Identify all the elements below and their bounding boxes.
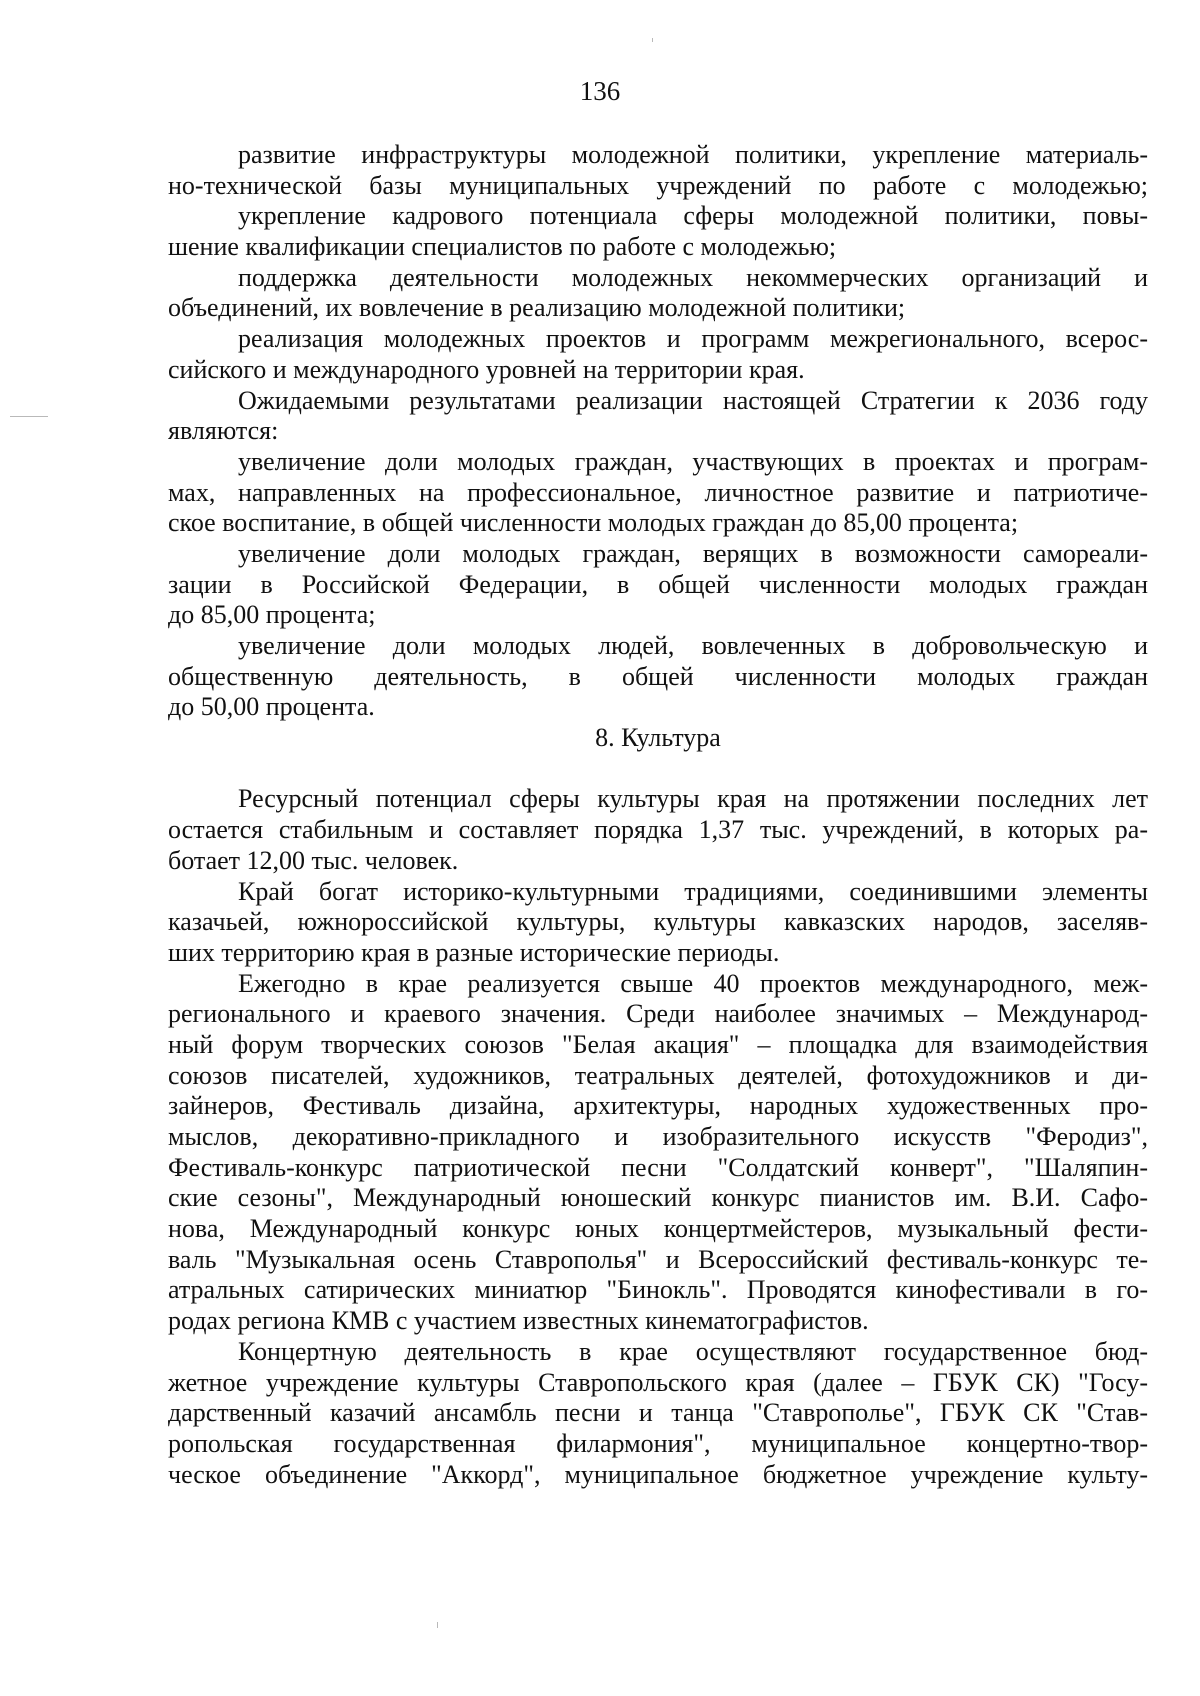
text-line: ропольская государственная филармония", муниципальное концертно-твор- [168, 1428, 1148, 1458]
text-line: союзов писателей, художников, театральных деятелей, фотохудожников и ди- [168, 1060, 1148, 1090]
section-heading: 8. Культура [595, 723, 721, 753]
text-line: родах региона КМВ с участием известных кинематографистов. [168, 1306, 869, 1336]
text-line: Край богат историко-культурными традициями, соединившими элементы [238, 876, 1148, 906]
text-line: атральных сатирических миниатюр "Бинокль". Проводятся кинофестивали в го- [168, 1275, 1148, 1305]
text-line: являются: [168, 416, 279, 446]
text-line: ный форум творческих союзов "Белая акация" – площадка для взаимодействия [168, 1029, 1148, 1059]
document-body [168, 140, 1148, 1490]
text-line: Ресурсный потенциал сферы культуры края на протяжении последних лет [238, 784, 1148, 814]
text-line: ские сезоны", Международный юношеский конкурс пианистов им. В.И. Сафо- [168, 1183, 1148, 1213]
text-line: ших территорию края в разные исторические периоды. [168, 937, 780, 967]
blank-line [168, 754, 1148, 785]
text-line: нова, Международный конкурс юных концертмейстеров, музыкальный фести- [168, 1214, 1148, 1244]
text-line: Ожидаемыми результатами реализации настоящей Стратегии к 2036 году [238, 385, 1148, 415]
text-line: увеличение доли молодых граждан, верящих в возможности самореали- [238, 538, 1148, 568]
text-line: жетное учреждение культуры Ставропольского края (далее – ГБУК СК) "Госу- [168, 1367, 1148, 1397]
scan-mark [652, 38, 653, 42]
text-line: поддержка деятельности молодежных некоммерческих организаций и [238, 262, 1148, 292]
text-line: зации в Российской Федерации, в общей численности молодых граждан [168, 569, 1148, 599]
text-line: регионального и краевого значения. Среди наиболее значимых – Международ- [168, 999, 1148, 1029]
text-line: ческое объединение "Аккорд", муниципальное бюджетное учреждение культу- [168, 1459, 1148, 1489]
text-line: до 85,00 процента; [168, 600, 376, 630]
text-line: мыслов, декоративно-прикладного и изобразительного искусств "Феродиз", [168, 1122, 1148, 1151]
text-line: мах, направленных на профессиональное, личностное развитие и патриотиче- [168, 477, 1148, 507]
scan-mark [437, 1622, 438, 1628]
text-line: но-технической базы муниципальных учреждений по работе с молодежью; [168, 170, 1148, 200]
text-line: Концертную деятельность в крае осуществляют государственное бюд- [238, 1336, 1148, 1366]
text-line: Фестиваль-конкурс патриотической песни "Солдатский конверт", "Шаляпин- [168, 1152, 1148, 1182]
text-line: валь "Музыкальная осень Ставрополья" и Всероссийский фестиваль-конкурс те- [168, 1244, 1148, 1274]
text-line: дарственный казачий ансамбль песни и танца "Ставрополье", ГБУК СК "Став- [168, 1398, 1148, 1428]
text-line: реализация молодежных проектов и программ межрегионального, всерос- [238, 324, 1148, 354]
text-line: ское воспитание, в общей численности молодых граждан до 85,00 процента; [168, 508, 1019, 538]
text-line: увеличение доли молодых граждан, участвующих в проектах и програм- [238, 446, 1148, 476]
text-line: увеличение доли молодых людей, вовлеченных в добровольческую и [238, 631, 1148, 660]
text-line: до 50,00 процента. [168, 692, 375, 722]
scan-mark [10, 416, 48, 417]
text-line: сийского и международного уровней на территории края. [168, 354, 805, 384]
text-line: общественную деятельность, в общей численности молодых граждан [168, 661, 1148, 691]
text-line: развитие инфраструктуры молодежной политики, укрепление материаль- [238, 140, 1148, 169]
text-line: шение квалификации специалистов по работе с молодежью; [168, 232, 837, 262]
text-line: Ежегодно в крае реализуется свыше 40 проектов международного, меж- [238, 968, 1148, 998]
text-line: объединений, их вовлечение в реализацию молодежной политики; [168, 293, 906, 323]
page-number: 136 [579, 76, 621, 106]
text-line: ботает 12,00 тыс. человек. [168, 845, 459, 875]
text-line: зайнеров, Фестиваль дизайна, архитектуры, народных художественных про- [168, 1091, 1148, 1121]
section-heading-row [168, 723, 1148, 754]
text-line: казачьей, южнороссийской культуры, культуры кавказских народов, заселяв- [168, 907, 1148, 937]
text-line: остается стабильным и составляет порядка 1,37 тыс. учреждений, в которых ра- [168, 815, 1148, 845]
text-line: укрепление кадрового потенциала сферы молодежной политики, повы- [238, 201, 1148, 231]
